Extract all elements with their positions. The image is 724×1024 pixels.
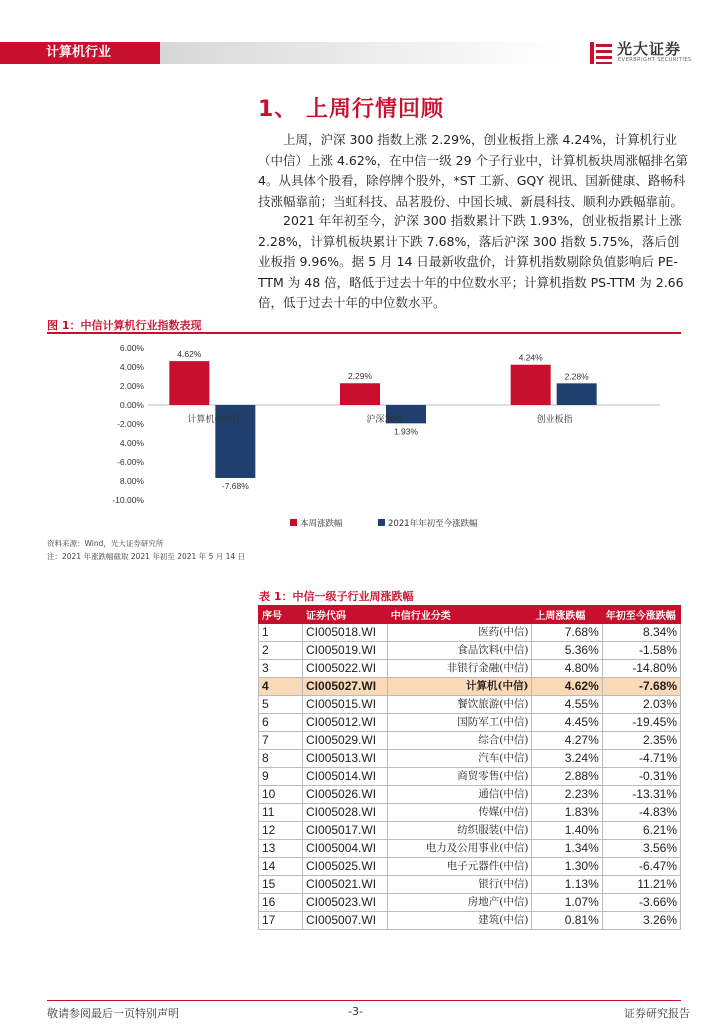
security-code: CI005026.WI xyxy=(303,786,388,804)
weekly-change: 4.62% xyxy=(532,678,602,696)
industry-name: 汽车(中信) xyxy=(387,750,532,768)
ytd-change: 8.34% xyxy=(602,624,680,642)
ytd-change: 6.21% xyxy=(602,822,680,840)
row-index: 3 xyxy=(259,660,303,678)
figure-divider xyxy=(47,332,681,334)
security-code: CI005022.WI xyxy=(303,660,388,678)
row-index: 11 xyxy=(259,804,303,822)
category-label: 沪深300 xyxy=(366,415,402,425)
logo-text-cn: 光大证券 xyxy=(617,40,682,58)
weekly-change: 7.68% xyxy=(532,624,602,642)
ytd-change: -7.68% xyxy=(602,678,680,696)
column-header: 上周涨跌幅 xyxy=(532,606,602,624)
weekly-change: 4.27% xyxy=(532,732,602,750)
table-row xyxy=(259,876,681,894)
table-row xyxy=(259,822,681,840)
security-code: CI005015.WI xyxy=(303,696,388,714)
security-code: CI005018.WI xyxy=(303,624,388,642)
table-title: 表 1：中信一级子行业周涨跌幅 xyxy=(259,590,414,603)
y-tick-label: 6.00% xyxy=(119,343,144,353)
table-row xyxy=(259,732,681,750)
security-code: CI005019.WI xyxy=(303,642,388,660)
industry-name: 房地产(中信) xyxy=(387,894,532,912)
weekly-change: 2.88% xyxy=(532,768,602,786)
table-row xyxy=(259,714,681,732)
security-code: CI005014.WI xyxy=(303,768,388,786)
table-row xyxy=(259,678,681,696)
weekly-change: 5.36% xyxy=(532,642,602,660)
ytd-change: 2.35% xyxy=(602,732,680,750)
weekly-change: 1.40% xyxy=(532,822,602,840)
industry-name: 综合(中信) xyxy=(387,732,532,750)
table-header-row xyxy=(259,606,681,624)
ytd-change: -1.58% xyxy=(602,642,680,660)
ytd-change: -14.80% xyxy=(602,660,680,678)
y-tick-label: -6.00% xyxy=(117,457,144,467)
table-row xyxy=(259,624,681,642)
security-code: CI005023.WI xyxy=(303,894,388,912)
industry-name: 电力及公用事业(中信) xyxy=(387,840,532,858)
row-index: 13 xyxy=(259,840,303,858)
security-code: CI005025.WI xyxy=(303,858,388,876)
bar-weekly xyxy=(169,361,209,405)
weekly-change: 2.23% xyxy=(532,786,602,804)
table-row xyxy=(259,894,681,912)
y-tick-label: 0.00% xyxy=(119,400,144,410)
ytd-change: 11.21% xyxy=(602,876,680,894)
row-index: 10 xyxy=(259,786,303,804)
row-index: 14 xyxy=(259,858,303,876)
row-index: 12 xyxy=(259,822,303,840)
data-label: 4.62% xyxy=(177,349,202,360)
ytd-change: -4.83% xyxy=(602,804,680,822)
weekly-change: 3.24% xyxy=(532,750,602,768)
logo-mark-icon xyxy=(590,42,612,64)
column-header: 序号 xyxy=(259,606,303,624)
security-code: CI005027.WI xyxy=(303,678,388,696)
table-row xyxy=(259,642,681,660)
industry-name: 计算机(中信) xyxy=(387,678,532,696)
footer-report-type: 证券研究报告 xyxy=(624,1007,690,1020)
weekly-change: 0.81% xyxy=(532,912,602,930)
row-index: 17 xyxy=(259,912,303,930)
ytd-change: 2.03% xyxy=(602,696,680,714)
figure-note: 注：2021 年涨跌幅截取 2021 年初至 2021 年 5 月 14 日 xyxy=(47,552,246,561)
category-label: 创业板指 xyxy=(536,415,573,425)
security-code: CI005013.WI xyxy=(303,750,388,768)
y-tick-label: -2.00% xyxy=(117,419,144,429)
weekly-change: 4.45% xyxy=(532,714,602,732)
bar-weekly xyxy=(511,365,551,405)
footer-divider xyxy=(47,1000,681,1001)
security-code: CI005028.WI xyxy=(303,804,388,822)
weekly-change: 4.80% xyxy=(532,660,602,678)
weekly-change: 1.83% xyxy=(532,804,602,822)
category-label: 计算机(中信) xyxy=(187,415,240,425)
industry-name: 通信(中信) xyxy=(387,786,532,804)
weekly-change: 1.13% xyxy=(532,876,602,894)
data-label: 1.93% xyxy=(393,426,419,437)
bar-weekly xyxy=(340,383,380,405)
ytd-change: -13.31% xyxy=(602,786,680,804)
table-row xyxy=(259,840,681,858)
row-index: 2 xyxy=(259,642,303,660)
section-tag: 计算机行业 xyxy=(0,42,160,64)
table-row xyxy=(259,804,681,822)
industry-name: 食品饮料(中信) xyxy=(387,642,532,660)
table-row xyxy=(259,750,681,768)
ytd-change: -4.71% xyxy=(602,750,680,768)
row-index: 1 xyxy=(259,624,303,642)
ytd-change: -0.31% xyxy=(602,768,680,786)
column-header: 年初至今涨跌幅 xyxy=(602,606,680,624)
weekly-change: 1.34% xyxy=(532,840,602,858)
y-tick-label: 4.00% xyxy=(119,362,144,372)
table-row xyxy=(259,660,681,678)
industry-returns-table xyxy=(258,605,681,930)
legend-swatch xyxy=(290,519,297,526)
table-row xyxy=(259,786,681,804)
data-label: -7.68% xyxy=(221,480,249,491)
ytd-change: 3.26% xyxy=(602,912,680,930)
row-index: 15 xyxy=(259,876,303,894)
logo-text-en: EVERBRIGHT SECURITIES xyxy=(618,57,692,63)
section-title: 1、 上周行情回顾 xyxy=(258,97,444,122)
table-row xyxy=(259,696,681,714)
industry-name: 国防军工(中信) xyxy=(387,714,532,732)
legend-entry: 本周涨跌幅 xyxy=(300,519,343,529)
row-index: 7 xyxy=(259,732,303,750)
data-label: 4.24% xyxy=(518,352,543,363)
legend-entry: 2021年年初至今涨跌幅 xyxy=(388,519,478,529)
industry-name: 非银行金融(中信) xyxy=(387,660,532,678)
footer-disclaimer: 敬请参阅最后一页特别声明 xyxy=(47,1007,179,1020)
industry-name: 医药(中信) xyxy=(387,624,532,642)
ytd-change: -3.66% xyxy=(602,894,680,912)
security-code: CI005021.WI xyxy=(303,876,388,894)
y-tick-label: -10.00% xyxy=(112,495,144,505)
index-performance-chart xyxy=(100,342,680,537)
data-label: 2.28% xyxy=(564,371,589,382)
weekly-change: 4.55% xyxy=(532,696,602,714)
security-code: CI005012.WI xyxy=(303,714,388,732)
header-stripe xyxy=(160,42,560,64)
bar-ytd xyxy=(557,383,597,405)
row-index: 8 xyxy=(259,750,303,768)
row-index: 6 xyxy=(259,714,303,732)
figure-source: 资料来源：Wind，光大证券研究所 xyxy=(47,539,164,548)
industry-name: 餐饮旅游(中信) xyxy=(387,696,532,714)
row-index: 4 xyxy=(259,678,303,696)
weekly-change: 1.30% xyxy=(532,858,602,876)
table-row xyxy=(259,768,681,786)
paragraph-weekly-review: 上周，沪深 300 指数上涨 2.29%，创业板指上涨 4.24%，计算机行业（中信）上涨 4.62%，在中信一级 29 个子行业中，计算机板块周涨幅排名第 4。从具体个股看，除停牌个股外，*ST 工新、GQY 视讯、国新健康、路畅科技涨幅靠前；当虹科技、品茗股份、中国长城、新晨科技、顺利办跌幅靠前。 xyxy=(258,132,689,209)
industry-name: 建筑(中信) xyxy=(387,912,532,930)
column-header: 中信行业分类 xyxy=(387,606,532,624)
industry-name: 传媒(中信) xyxy=(387,804,532,822)
table-row xyxy=(259,858,681,876)
y-tick-label: 8.00% xyxy=(119,476,144,486)
industry-name: 商贸零售(中信) xyxy=(387,768,532,786)
security-code: CI005029.WI xyxy=(303,732,388,750)
security-code: CI005017.WI xyxy=(303,822,388,840)
industry-name: 电子元器件(中信) xyxy=(387,858,532,876)
ytd-change: -6.47% xyxy=(602,858,680,876)
row-index: 5 xyxy=(259,696,303,714)
industry-name: 纺织服装(中信) xyxy=(387,822,532,840)
data-label: 2.29% xyxy=(347,371,373,382)
security-code: CI005004.WI xyxy=(303,840,388,858)
weekly-change: 1.07% xyxy=(532,894,602,912)
y-tick-label: 4.00% xyxy=(119,438,144,448)
page-number: -3- xyxy=(348,1005,363,1018)
table-row xyxy=(259,912,681,930)
security-code: CI005007.WI xyxy=(303,912,388,930)
figure-title: 图 1：中信计算机行业指数表现 xyxy=(47,319,202,332)
row-index: 16 xyxy=(259,894,303,912)
industry-name: 银行(中信) xyxy=(387,876,532,894)
y-tick-label: 2.00% xyxy=(119,381,144,391)
ytd-change: 3.56% xyxy=(602,840,680,858)
paragraph-ytd-review: 2021 年年初至今，沪深 300 指数累计下跌 1.93%，创业板指累计上涨 2.28%，计算机板块累计下跌 7.68%，落后沪深 300 指数 5.75%，落后创业板指 9.96%。据 5 月 14 日最新收盘价，计算机指数剔除负值影响后 PE-TTM 为 48 倍，略低于过去十年的中位数水平；计算机指数 PS-TTM 为 2.66 倍，低于过去十年的中位数水平。 xyxy=(258,213,684,310)
ytd-change: -19.45% xyxy=(602,714,680,732)
legend-swatch xyxy=(378,519,385,526)
row-index: 9 xyxy=(259,768,303,786)
column-header: 证券代码 xyxy=(303,606,388,624)
